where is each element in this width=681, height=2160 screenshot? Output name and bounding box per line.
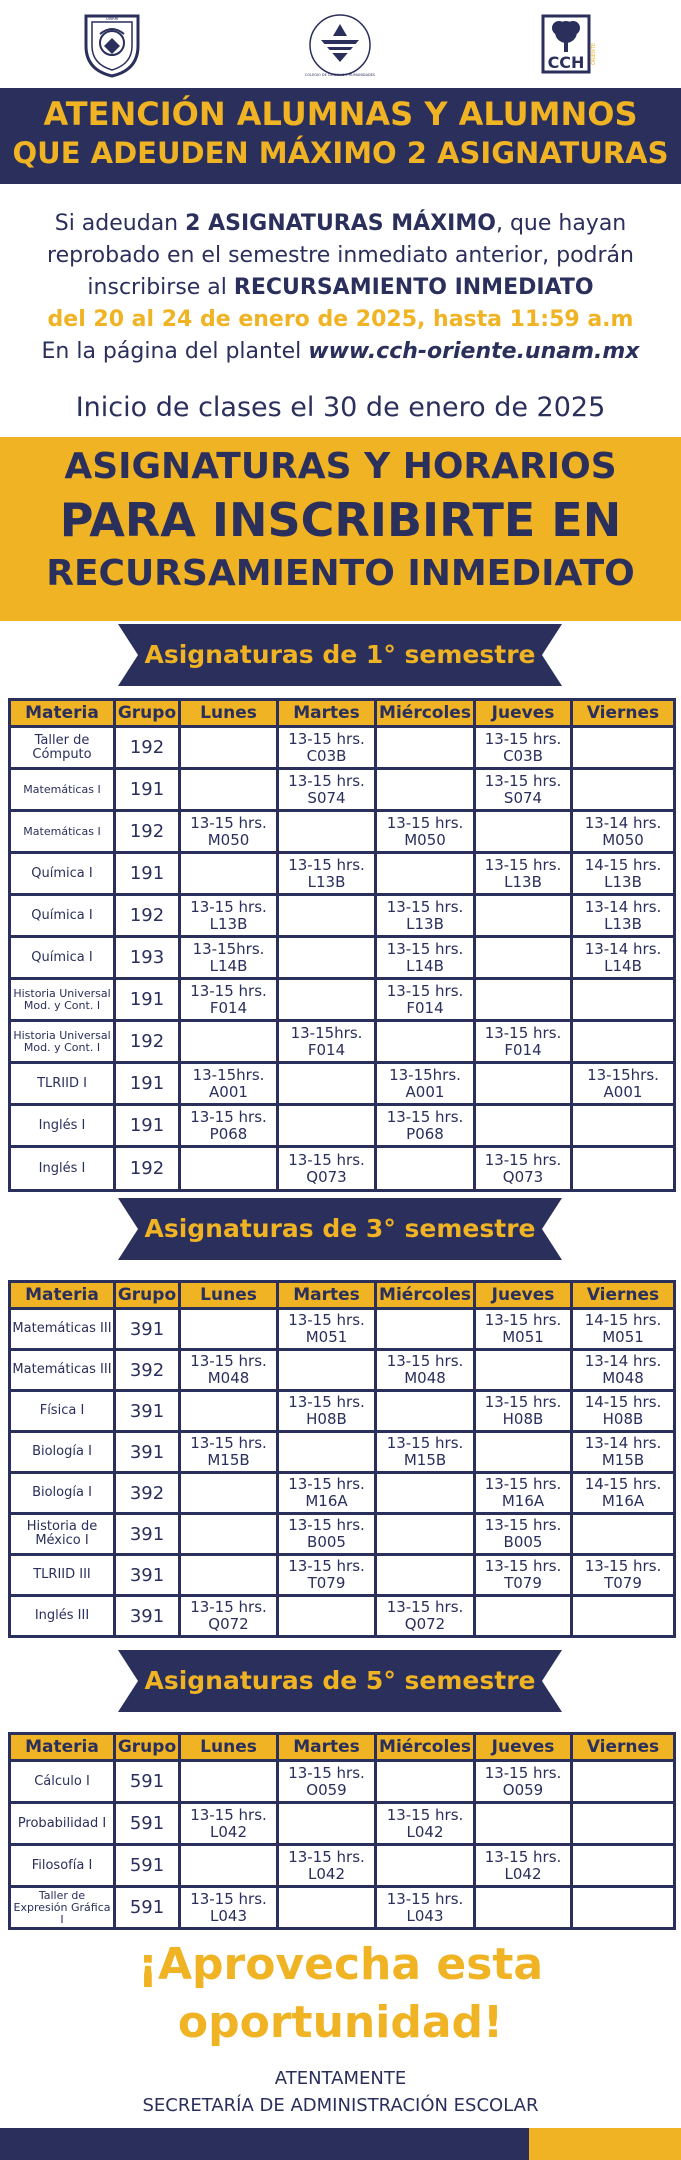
table-row xyxy=(10,937,675,979)
cell-lunes xyxy=(180,1309,278,1350)
cell-miercoles xyxy=(376,1514,475,1555)
cell-viernes xyxy=(572,1105,675,1147)
cell-materia: Probabilidad I xyxy=(10,1803,115,1845)
cell-viernes xyxy=(572,979,675,1021)
cell-jueves xyxy=(475,1350,572,1391)
cell-lunes: 13-15 hrs. M15B xyxy=(180,1432,278,1473)
cell-lunes: 13-15 hrs. P068 xyxy=(180,1105,278,1147)
cell-martes: 13-15 hrs. Q073 xyxy=(278,1147,376,1191)
cell-jueves: 13-15 hrs. S074 xyxy=(475,769,572,811)
cell-grupo: 591 xyxy=(115,1803,180,1845)
table-row xyxy=(10,727,675,769)
table-row xyxy=(10,1350,675,1391)
col-header-miercoles: Miércoles xyxy=(376,700,475,727)
cell-miercoles: 13-15 hrs. P068 xyxy=(376,1105,475,1147)
cell-miercoles xyxy=(376,1021,475,1063)
cell-jueves xyxy=(475,1432,572,1473)
cell-materia: TLRIID I xyxy=(10,1063,115,1105)
cell-martes: 13-15 hrs. B005 xyxy=(278,1514,376,1555)
cell-miercoles xyxy=(376,1845,475,1887)
intro-line2: reprobado en el semestre inmediato anterior, podrán xyxy=(47,243,634,268)
cell-grupo: 191 xyxy=(115,1105,180,1147)
intro-text-part: inscribirse al xyxy=(87,275,234,300)
table-row xyxy=(10,853,675,895)
col-header-grupo: Grupo xyxy=(115,1282,180,1309)
intro-text-part: Si adeudan xyxy=(54,211,186,236)
cell-grupo: 392 xyxy=(115,1350,180,1391)
table-row xyxy=(10,1105,675,1147)
cell-jueves: 13-15 hrs. O059 xyxy=(475,1761,572,1803)
cell-materia: Química I xyxy=(10,937,115,979)
cell-grupo: 192 xyxy=(115,1147,180,1191)
cch-logo-subtext: ORIENTE xyxy=(591,43,597,65)
cell-grupo: 192 xyxy=(115,895,180,937)
cell-viernes: 13-15hrs. A001 xyxy=(572,1063,675,1105)
signature-block xyxy=(0,2065,681,2119)
cell-jueves xyxy=(475,1063,572,1105)
cell-miercoles: 13-15hrs. A001 xyxy=(376,1063,475,1105)
cell-jueves xyxy=(475,1596,572,1637)
cell-lunes xyxy=(180,853,278,895)
cell-materia: Matemáticas I xyxy=(10,769,115,811)
cell-miercoles: 13-15 hrs. F014 xyxy=(376,979,475,1021)
col-header-miercoles: Miércoles xyxy=(376,1734,475,1761)
intro-text-part: En la página del plantel xyxy=(41,339,309,364)
intro-line3 xyxy=(0,272,681,304)
cell-martes xyxy=(278,1350,376,1391)
intro-bold-max: 2 ASIGNATURAS MÁXIMO xyxy=(185,211,496,236)
table-row xyxy=(10,769,675,811)
cell-martes: 13-15 hrs. L13B xyxy=(278,853,376,895)
cell-viernes xyxy=(572,727,675,769)
table-row xyxy=(10,1555,675,1596)
cell-materia: Matemáticas I xyxy=(10,811,115,853)
cell-viernes xyxy=(572,1147,675,1191)
cell-martes: 13-15 hrs. L042 xyxy=(278,1845,376,1887)
schedule-table-3 xyxy=(8,1280,676,1638)
cell-viernes xyxy=(572,769,675,811)
cell-viernes: 13-14 hrs. L13B xyxy=(572,895,675,937)
cell-jueves: 13-15 hrs. L042 xyxy=(475,1845,572,1887)
cell-grupo: 392 xyxy=(115,1473,180,1514)
cell-grupo: 591 xyxy=(115,1761,180,1803)
col-header-martes: Martes xyxy=(278,1282,376,1309)
header-title-line2: QUE ADEUDEN MÁXIMO 2 ASIGNATURAS xyxy=(12,136,669,170)
cell-grupo: 192 xyxy=(115,1021,180,1063)
cell-grupo: 391 xyxy=(115,1309,180,1350)
cell-materia: Química I xyxy=(10,895,115,937)
asignaturas-banner-line1: ASIGNATURAS Y HORARIOS xyxy=(64,446,617,487)
cell-materia: Inglés I xyxy=(10,1147,115,1191)
cell-materia: Taller de Cómputo xyxy=(10,727,115,769)
cell-miercoles: 13-15 hrs. Q072 xyxy=(376,1596,475,1637)
cell-lunes xyxy=(180,1761,278,1803)
table-row xyxy=(10,895,675,937)
plantel-url-link[interactable]: www.cch-oriente.unam.mx xyxy=(308,339,640,364)
cell-materia: TLRIID III xyxy=(10,1555,115,1596)
cell-lunes: 13-15 hrs. F014 xyxy=(180,979,278,1021)
cell-lunes xyxy=(180,1845,278,1887)
cell-viernes: 14-15 hrs. M16A xyxy=(572,1473,675,1514)
col-header-martes: Martes xyxy=(278,700,376,727)
cell-grupo: 191 xyxy=(115,769,180,811)
header-banner xyxy=(0,88,681,184)
cell-jueves: 13-15 hrs. H08B xyxy=(475,1391,572,1432)
table-row xyxy=(10,1063,675,1105)
cell-martes: 13-15 hrs. C03B xyxy=(278,727,376,769)
table-row xyxy=(10,1391,675,1432)
aprovecha-message xyxy=(0,1936,681,2052)
section-title-5: Asignaturas de 5° semestre xyxy=(144,1666,536,1695)
table-row xyxy=(10,1021,675,1063)
ccyh-logo-text: COLEGIO DE CIENCIAS Y HUMANIDADES xyxy=(305,73,375,77)
cell-materia: Química I xyxy=(10,853,115,895)
col-header-jueves: Jueves xyxy=(475,700,572,727)
cell-materia: Historia Universal Mod. y Cont. I xyxy=(10,1021,115,1063)
cell-miercoles xyxy=(376,1761,475,1803)
asignaturas-banner-line3: RECURSAMIENTO INMEDIATO xyxy=(46,553,635,594)
firma-secretaria: SECRETARÍA DE ADMINISTRACIÓN ESCOLAR xyxy=(142,2095,539,2116)
cell-jueves: 13-15 hrs. Q073 xyxy=(475,1147,572,1191)
cell-materia: Biología I xyxy=(10,1473,115,1514)
firma-atentamente: ATENTAMENTE xyxy=(274,2068,407,2089)
cell-viernes: 13-14 hrs. M050 xyxy=(572,811,675,853)
cell-martes: 13-15 hrs. S074 xyxy=(278,769,376,811)
cell-grupo: 591 xyxy=(115,1887,180,1929)
section-ribbon-3 xyxy=(118,1198,562,1260)
cell-jueves: 13-15 hrs. L13B xyxy=(475,853,572,895)
cell-lunes xyxy=(180,769,278,811)
table-row xyxy=(10,1432,675,1473)
cell-lunes: 13-15hrs. A001 xyxy=(180,1063,278,1105)
cell-martes xyxy=(278,895,376,937)
cell-jueves: 13-15 hrs. T079 xyxy=(475,1555,572,1596)
col-header-lunes: Lunes xyxy=(180,1734,278,1761)
intro-text-part: , que hayan xyxy=(495,211,627,236)
section-title-3: Asignaturas de 3° semestre xyxy=(144,1214,536,1243)
cell-miercoles xyxy=(376,1309,475,1350)
col-header-miercoles: Miércoles xyxy=(376,1282,475,1309)
col-header-lunes: Lunes xyxy=(180,700,278,727)
cell-viernes: 14-15 hrs. M051 xyxy=(572,1309,675,1350)
cell-miercoles xyxy=(376,769,475,811)
footer-accent xyxy=(529,2128,681,2160)
cell-miercoles: 13-15 hrs. L13B xyxy=(376,895,475,937)
cell-lunes: 13-15 hrs. L13B xyxy=(180,895,278,937)
cch-oriente-logo xyxy=(535,10,601,80)
table-row xyxy=(10,1803,675,1845)
cell-martes xyxy=(278,1105,376,1147)
cell-grupo: 191 xyxy=(115,853,180,895)
cell-miercoles: 13-15 hrs. L043 xyxy=(376,1887,475,1929)
cell-viernes xyxy=(572,1514,675,1555)
cell-lunes: 13-15 hrs. M048 xyxy=(180,1350,278,1391)
cch-logo-text: CCH xyxy=(547,53,585,72)
cell-materia: Biología I xyxy=(10,1432,115,1473)
cell-grupo: 391 xyxy=(115,1391,180,1432)
table-header-row xyxy=(10,700,675,727)
cell-viernes: 13-14 hrs. M15B xyxy=(572,1432,675,1473)
cell-miercoles: 13-15 hrs. L042 xyxy=(376,1803,475,1845)
table-row xyxy=(10,1309,675,1350)
cell-materia: Inglés I xyxy=(10,1105,115,1147)
cell-grupo: 192 xyxy=(115,811,180,853)
table-row xyxy=(10,1473,675,1514)
table-row xyxy=(10,1147,675,1191)
cell-jueves: 13-15 hrs. F014 xyxy=(475,1021,572,1063)
cell-martes: 13-15 hrs. M16A xyxy=(278,1473,376,1514)
table-row xyxy=(10,1596,675,1637)
cell-materia: Matemáticas III xyxy=(10,1350,115,1391)
cell-jueves: 13-15 hrs. M16A xyxy=(475,1473,572,1514)
intro-text xyxy=(0,208,681,368)
col-header-martes: Martes xyxy=(278,1734,376,1761)
col-header-viernes: Viernes xyxy=(572,1734,675,1761)
col-header-materia: Materia xyxy=(10,1282,115,1309)
cell-jueves xyxy=(475,979,572,1021)
cell-viernes: 14-15 hrs. H08B xyxy=(572,1391,675,1432)
cell-viernes xyxy=(572,1761,675,1803)
cell-materia: Historia de México I xyxy=(10,1514,115,1555)
table-row xyxy=(10,1761,675,1803)
schedule-table-1 xyxy=(8,698,676,1192)
cell-martes: 13-15 hrs. T079 xyxy=(278,1555,376,1596)
table-row xyxy=(10,1514,675,1555)
cell-grupo: 191 xyxy=(115,1063,180,1105)
asignaturas-banner xyxy=(0,437,681,621)
cell-martes xyxy=(278,1803,376,1845)
cell-miercoles xyxy=(376,727,475,769)
cell-martes: 13-15 hrs. H08B xyxy=(278,1391,376,1432)
schedule-table-5 xyxy=(8,1732,676,1930)
cell-jueves xyxy=(475,1887,572,1929)
cell-viernes xyxy=(572,1845,675,1887)
cell-jueves: 13-15 hrs. B005 xyxy=(475,1514,572,1555)
section-ribbon-1 xyxy=(118,624,562,686)
table-row xyxy=(10,1887,675,1929)
col-header-lunes: Lunes xyxy=(180,1282,278,1309)
col-header-viernes: Viernes xyxy=(572,700,675,727)
asignaturas-banner-line2: PARA INSCRIBIRTE EN xyxy=(59,493,622,547)
inicio-clases: Inicio de clases el 30 de enero de 2025 xyxy=(75,392,606,423)
cell-lunes xyxy=(180,1021,278,1063)
cell-viernes: 13-14 hrs. M048 xyxy=(572,1350,675,1391)
table-header-row xyxy=(10,1282,675,1309)
header-title-line1: ATENCIÓN ALUMNAS Y ALUMNOS xyxy=(43,95,638,133)
unam-logo-text: UNAM xyxy=(105,16,119,21)
section-ribbon-5 xyxy=(118,1650,562,1712)
cell-viernes: 13-14 hrs. L14B xyxy=(572,937,675,979)
table-header-row xyxy=(10,1734,675,1761)
cell-lunes xyxy=(180,1147,278,1191)
cell-grupo: 391 xyxy=(115,1432,180,1473)
cell-martes xyxy=(278,937,376,979)
cell-grupo: 191 xyxy=(115,979,180,1021)
col-header-grupo: Grupo xyxy=(115,700,180,727)
cell-grupo: 391 xyxy=(115,1514,180,1555)
aprovecha-line2: oportunidad! xyxy=(177,1997,504,2048)
cell-martes: 13-15 hrs. O059 xyxy=(278,1761,376,1803)
cell-viernes: 14-15 hrs. L13B xyxy=(572,853,675,895)
cell-jueves xyxy=(475,811,572,853)
cell-jueves: 13-15 hrs. M051 xyxy=(475,1309,572,1350)
col-header-jueves: Jueves xyxy=(475,1282,572,1309)
aprovecha-line1: ¡Aprovecha esta xyxy=(137,1939,544,1990)
cell-lunes xyxy=(180,1391,278,1432)
cell-materia: Inglés III xyxy=(10,1596,115,1637)
cell-jueves xyxy=(475,895,572,937)
cell-lunes xyxy=(180,1473,278,1514)
cell-miercoles xyxy=(376,853,475,895)
ccyh-circle-logo xyxy=(305,10,375,80)
cell-miercoles: 13-15 hrs. M048 xyxy=(376,1350,475,1391)
cell-materia: Historia Universal Mod. y Cont. I xyxy=(10,979,115,1021)
cell-grupo: 391 xyxy=(115,1596,180,1637)
col-header-materia: Materia xyxy=(10,700,115,727)
cell-miercoles: 13-15 hrs. M050 xyxy=(376,811,475,853)
cell-miercoles: 13-15 hrs. M15B xyxy=(376,1432,475,1473)
col-header-jueves: Jueves xyxy=(475,1734,572,1761)
cell-martes: 13-15hrs. F014 xyxy=(278,1021,376,1063)
cell-viernes xyxy=(572,1803,675,1845)
cell-grupo: 391 xyxy=(115,1555,180,1596)
cell-miercoles xyxy=(376,1555,475,1596)
cell-viernes: 13-15 hrs. T079 xyxy=(572,1555,675,1596)
cell-viernes xyxy=(572,1887,675,1929)
table-row xyxy=(10,979,675,1021)
table-row xyxy=(10,811,675,853)
intro-line1 xyxy=(0,208,681,240)
intro-bold-recursamiento: RECURSAMIENTO INMEDIATO xyxy=(233,275,594,300)
cell-materia: Taller de Expresión Gráfica I xyxy=(10,1887,115,1929)
table-row xyxy=(10,1845,675,1887)
footer-bar xyxy=(0,2128,681,2160)
cell-martes: 13-15 hrs. M051 xyxy=(278,1309,376,1350)
cell-lunes xyxy=(180,1514,278,1555)
cell-materia: Matemáticas III xyxy=(10,1309,115,1350)
cell-lunes xyxy=(180,1555,278,1596)
cell-viernes xyxy=(572,1596,675,1637)
cell-grupo: 591 xyxy=(115,1845,180,1887)
col-header-viernes: Viernes xyxy=(572,1282,675,1309)
cell-martes xyxy=(278,1432,376,1473)
cell-grupo: 192 xyxy=(115,727,180,769)
cell-lunes: 13-15 hrs. L043 xyxy=(180,1887,278,1929)
unam-shield-logo xyxy=(80,10,144,80)
cell-martes xyxy=(278,1887,376,1929)
cell-jueves xyxy=(475,1105,572,1147)
cell-materia: Filosofía I xyxy=(10,1845,115,1887)
cell-lunes: 13-15 hrs. L042 xyxy=(180,1803,278,1845)
cell-lunes: 13-15hrs. L14B xyxy=(180,937,278,979)
cell-miercoles xyxy=(376,1147,475,1191)
col-header-materia: Materia xyxy=(10,1734,115,1761)
cell-lunes xyxy=(180,727,278,769)
cell-viernes xyxy=(572,1021,675,1063)
section-title-1: Asignaturas de 1° semestre xyxy=(144,640,536,669)
cell-materia: Física I xyxy=(10,1391,115,1432)
cell-jueves xyxy=(475,937,572,979)
cell-jueves xyxy=(475,1803,572,1845)
cell-materia: Cálculo I xyxy=(10,1761,115,1803)
cell-miercoles xyxy=(376,1473,475,1514)
intro-line5 xyxy=(0,336,681,368)
logos-strip xyxy=(0,0,681,88)
col-header-grupo: Grupo xyxy=(115,1734,180,1761)
intro-dates: del 20 al 24 de enero de 2025, hasta 11:59 a.m xyxy=(47,307,634,332)
cell-lunes: 13-15 hrs. M050 xyxy=(180,811,278,853)
cell-martes xyxy=(278,811,376,853)
cell-miercoles: 13-15 hrs. L14B xyxy=(376,937,475,979)
cell-miercoles xyxy=(376,1391,475,1432)
cell-martes xyxy=(278,1596,376,1637)
cell-jueves: 13-15 hrs. C03B xyxy=(475,727,572,769)
cell-martes xyxy=(278,979,376,1021)
cell-grupo: 193 xyxy=(115,937,180,979)
cell-lunes: 13-15 hrs. Q072 xyxy=(180,1596,278,1637)
cell-martes xyxy=(278,1063,376,1105)
